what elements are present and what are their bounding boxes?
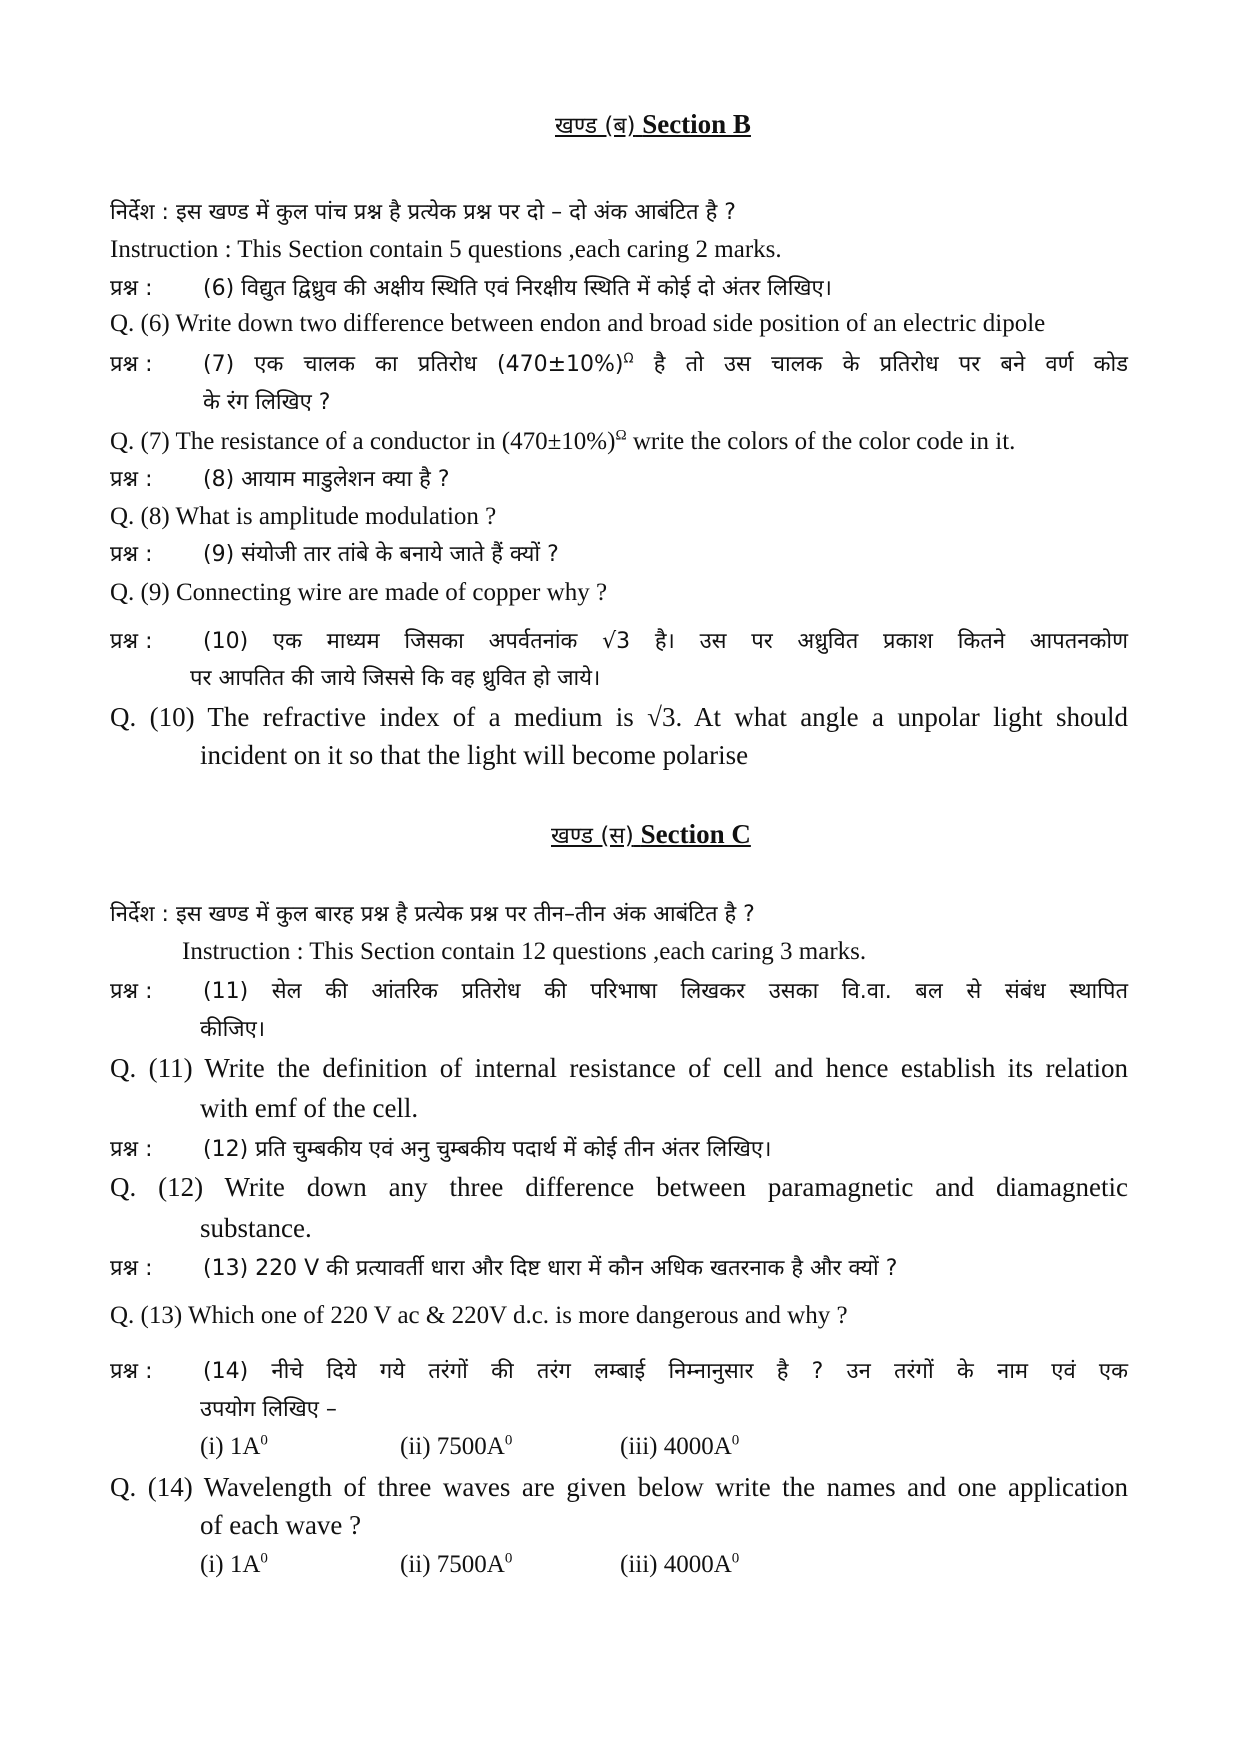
q7-hi-line2: के रंग लिखिए ? [203,390,331,415]
section-b-heading [555,108,751,140]
q11-hi-line1: (11) सेल की आंतरिक प्रतिरोध की परिभाषा लिखकर उसका वि.वा. बल से संबंध स्थापित [203,979,1128,1004]
wavelength-3-en-sup: 0 [731,1550,740,1567]
wavelength-3-hi-text: (iii) 4000A [620,1433,732,1460]
wavelength-1-en [200,1551,268,1579]
section-c-heading-hi: खण्ड (स) [551,823,634,849]
wavelength-2-en-text: (ii) 7500A [400,1551,505,1578]
q12-en-line1: Q. (12) Write down any three difference between paramagnetic and diamagnetic [110,1172,1128,1202]
q14-en-line1: Q. (14) Wavelength of three waves are given below write the names and one application [110,1472,1128,1502]
wavelength-1-en-text: (i) 1A [200,1551,261,1578]
q11-en-line1: Q. (11) Write the definition of internal resistance of cell and hence establish its relation [110,1053,1128,1083]
wavelength-1-hi-text: (i) 1A [200,1433,261,1460]
section-b-instruction-en: Instruction : This Section contain 5 questions ,each caring 2 marks. [110,236,782,263]
wavelength-3-hi [620,1433,739,1461]
q9-hi: (9) संयोजी तार तांबे के बनाये जाते हैं क्यों ? [203,542,559,567]
section-b-heading-en: Section B [642,109,751,139]
q12-hi-label: प्रश्न : [110,1137,153,1162]
wavelength-3-en-text: (iii) 4000A [620,1551,732,1578]
q13-hi: (13) 220 V की प्रत्यावर्ती धारा और दिष्ट धारा में कौन अधिक खतरनाक है और क्यों ? [203,1256,898,1281]
section-b-instruction-hi: निर्देश : इस खण्ड में कुल पांच प्रश्न है प्रत्येक प्रश्न पर दो – दो अंक आबंटित है ? [110,200,736,225]
q7-en-a: Q. (7) The resistance of a conductor in (470±10%) [110,428,616,455]
q12-hi: (12) प्रति चुम्बकीय एवं अनु चुम्बकीय पदार्थ में कोई तीन अंतर लिखिए। [203,1137,772,1162]
q12-en-line2: substance. [200,1213,312,1243]
q11-hi-line2: कीजिए। [200,1017,266,1042]
wavelength-1-en-sup: 0 [260,1550,268,1567]
q6-hi-label: प्रश्न : [110,276,153,301]
q7-hi-label: प्रश्न : [110,352,153,377]
section-c-heading-en: Section C [640,819,751,849]
q8-hi-label: प्रश्न : [110,467,153,492]
wavelength-2-hi [400,1433,512,1461]
wavelength-2-hi-sup: 0 [504,1432,513,1449]
q9-hi-label: प्रश्न : [110,542,153,567]
section-b-heading-hi: खण्ड (ब) [555,113,636,139]
q10-hi-label: प्रश्न : [110,629,153,654]
q14-hi-line2: उपयोग लिखिए – [200,1397,337,1422]
q13-en: Q. (13) Which one of 220 V ac & 220V d.c. is more dangerous and why ? [110,1302,848,1329]
wavelength-2-en-sup: 0 [504,1550,513,1567]
q14-hi-line1: (14) नीचे दिये गये तरंगों की तरंग लम्बाई निम्नानुसार है ? उन तरंगों के नाम एवं एक [203,1359,1128,1384]
q11-hi-label: प्रश्न : [110,979,153,1004]
wavelength-3-en [620,1551,739,1579]
section-c-instruction-hi: निर्देश : इस खण्ड में कुल बारह प्रश्न है प्रत्येक प्रश्न पर तीन–तीन अंक आबंटित है ? [110,902,755,927]
q8-en: Q. (8) What is amplitude modulation ? [110,503,497,530]
q10-en-line2: incident on it so that the light will become polarise [200,740,749,770]
q10-en-line1: Q. (10) The refractive index of a medium is √3. At what angle a unpolar light should [110,702,1128,732]
wavelength-2-hi-text: (ii) 7500A [400,1433,505,1460]
q7-en-b: write the colors of the color code in it. [626,428,1016,455]
wavelength-1-hi-sup: 0 [260,1432,268,1449]
q14-hi-label: प्रश्न : [110,1359,153,1384]
q7-hi-b: है तो उस चालक के प्रतिरोध पर बने वर्ण कोड [653,352,1128,377]
wavelength-2-en [400,1551,512,1579]
section-c-instruction-en: Instruction : This Section contain 12 questions ,each caring 3 marks. [182,938,867,965]
q10-hi-line1: (10) एक माध्यम जिसका अपर्वतनांक √3 है। उस पर अध्रुवित प्रकाश कितने आपतनकोण [203,629,1128,654]
wavelength-3-hi-sup: 0 [731,1432,740,1449]
q7-hi-line1 [203,348,1128,378]
q14-en-line2: of each wave ? [200,1510,362,1540]
q10-hi-line2: पर आपतित की जाये जिससे कि वह ध्रुवित हो जाये। [190,666,601,691]
section-c-heading [551,818,751,850]
q6-hi: (6) विद्युत द्विध्रुव की अक्षीय स्थिति एवं निरक्षीय स्थिति में कोई दो अंतर लिखिए। [203,276,832,301]
q7-en [110,428,1015,456]
q6-en: Q. (6) Write down two difference between endon and broad side position of an electric dipole [110,310,1046,337]
wavelength-1-hi [200,1433,268,1461]
q7-hi-a: (7) एक चालक का प्रतिरोध (470±10%) [203,352,624,377]
q7-hi-omega: Ω [623,351,634,367]
q11-en-line2: with emf of the cell. [200,1093,419,1123]
q9-en: Q. (9) Connecting wire are made of copper why ? [110,579,608,606]
q8-hi: (8) आयाम माडुलेशन क्या है ? [203,467,450,492]
q7-en-omega: Ω [615,427,627,444]
q13-hi-label: प्रश्न : [110,1256,153,1281]
